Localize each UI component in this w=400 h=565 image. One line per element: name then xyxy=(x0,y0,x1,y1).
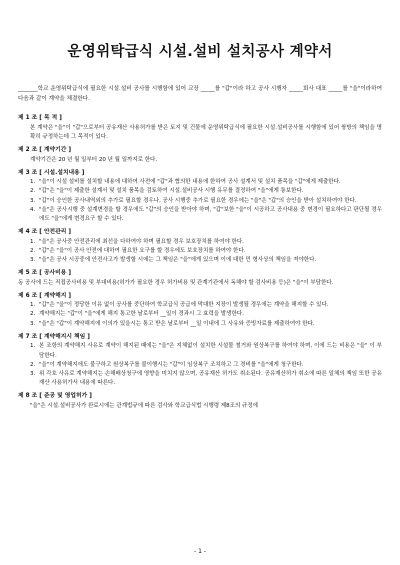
item-number: 2. xyxy=(30,361,36,368)
article-item xyxy=(18,247,382,256)
item-text: "갑"이 승인한 공사내역외의 추가로 필요할 경우나, 공사 시행중 추가로 필요한 경우에는 "을"은 "갑"의 승인을 받아 설치하여야 한다. xyxy=(39,197,357,204)
article-title: 제 4 조 [ 안전관리 ] xyxy=(18,229,72,236)
article-item xyxy=(18,310,382,319)
item-number: 2. xyxy=(30,247,36,254)
item-text: 본 조항의 계약해지 사유로 계약이 해지된 때에는 "을"은 지체없이 설치한 시설물 철거와 원상복구를 하여야 하며, 이에 드는 비용은 "을" 이 부담한다. xyxy=(39,343,382,359)
item-number: 3. xyxy=(30,197,36,204)
article-paragraph: 동 공사에 드는 직접공사비용 및 부대비용(허가가 필요한 경우 허가비용 및 관계기관에서 독해야 할 검사비용 등)은 "을"이 부담한다. xyxy=(18,279,334,286)
article-title: 제 6 조 [ 계약해지 ] xyxy=(18,292,72,299)
item-number: 2. xyxy=(30,188,36,195)
article-title: 제 5 조 [ 공사비용 ] xyxy=(18,270,72,277)
item-number: 1. xyxy=(30,179,36,186)
article-2 xyxy=(18,146,382,165)
item-number: 1. xyxy=(30,302,36,309)
article-item xyxy=(18,361,382,370)
item-number: 4. xyxy=(30,206,36,213)
contract-body xyxy=(18,84,382,415)
article-item xyxy=(18,206,382,224)
article-title: 제 3 조 [ 시설.설치내용 ] xyxy=(18,169,85,176)
item-text: "갑"은 "을"이 정당한 이유 없이 공사를 중단하여 학교급식 공급에 막대한 지장이 발생될 경우에는 계약을 해지할 수 있다. xyxy=(39,302,329,309)
item-text: "을"이 시설 설비를 설치할 내용에 대하여 사전에 "갑"과 협의한 내용에 한하여 공사 설계서 및 설치 품목을 "갑"에게 제출한다. xyxy=(39,179,341,186)
item-text: "을"은 공사시행 중 설계변경을 할 경우에도 "갑"의 승인을 받아야 하며, "갑"보한 "을"이 시공하고 공사내용 중 변경이 필요하다고 판단될 경우에도 "을"에게 변경요구 할 수 있다. xyxy=(39,206,382,223)
item-text: 계약해지는 "갑"이 "을"에게 해지 통고한 날로부터 __일이 경과시 그 효력을 발생한다. xyxy=(39,311,244,318)
article-4 xyxy=(18,228,382,265)
article-item xyxy=(18,301,382,310)
article-item xyxy=(18,178,382,187)
article-6 xyxy=(18,292,382,329)
article-title: 제 2 조 [ 계약기간 ] xyxy=(18,147,72,154)
article-title: 제 1 조 [ 목 적 ] xyxy=(18,115,62,122)
item-number: 3. xyxy=(30,257,36,264)
item-text: "을"이 계약해지에도 불구하고 원상복구를 불이행시는 "갑"이 임상복구 조치하고 그 경비를 "을"에게 청구한다. xyxy=(39,361,304,368)
article-3 xyxy=(18,169,382,224)
article-paragraph: 본 계약은 "을"이 "갑"으로부터 공유재산 사용허가를 받은 토지 및 건물에 운영위탁급식에 필요한 시설.설비공사를 시행함에 있어 쌍방의 책임을 명확히 규정하는데 그 목적이 있다. xyxy=(30,124,382,141)
article-paragraph: 계약기간은 20 년 월 일부터 20 년 월 일까지로 한다. xyxy=(30,156,158,163)
item-text: "갑"은 "을"이 공사 안전에 대하여 필요한 요구를 할 경우에도 보호장치를 하여야 한다. xyxy=(39,247,246,254)
document-title: 운영위탁급식 시설.설비 설치공사 계약서 xyxy=(67,44,333,60)
item-text: "을"은 공사 시공중에 안전사고가 발생할 시에는 그 책임은 "을"에게 있으며 이에 대한 민 형사상의 책임을 져야한다. xyxy=(39,257,317,264)
article-item xyxy=(18,320,382,329)
page-number: - 1 - xyxy=(194,548,206,555)
intro-paragraph: _______학교 운영위탁급식에 필요한 시설.설비 공사를 시행함에 있어 교장 _____를 "갑"이라 하고 공사 시행자 _____회사 대표 _____를 "을"이라하여 다음과 같이 계약을 체결한다. xyxy=(18,86,382,103)
article-title: 제 7 조 [ 계약해지시 책임 ] xyxy=(18,333,90,340)
article-5 xyxy=(18,269,382,288)
article-7 xyxy=(18,333,382,388)
article-item xyxy=(18,370,382,388)
article-1 xyxy=(18,114,382,142)
article-8 xyxy=(18,392,382,411)
item-text: "갑"은 "을"이 제출한 설계서 및 설치 품목을 검토하여 시설.설비공사 시행 유무를 결정하여 "을"에게 통보한다. xyxy=(39,188,304,195)
item-text: 위 각호 사유로 계약해지는 손해배상청구에 영향을 미치지 않으며, 공유재산 허가도 취소된다. 공유재산허가 취소에 따른 일체의 책임 또한 공유재산 사용허가서 내용에 따른다. xyxy=(39,370,382,387)
article-paragraph: "을"은 시설.설비공사가 완료시에는 관계법규에 따른 검사와 학교급식법 시행령 제8조의 규정에 xyxy=(30,402,258,409)
item-text: "을"은 "갑"이 계약해지에 이의가 있을시는 통고 받은 날로부터 __일 이내에 그 사유와 증빙자료를 제출하여야 한다. xyxy=(39,320,315,327)
article-item xyxy=(18,238,382,247)
item-number: 2. xyxy=(30,311,36,318)
item-number: 1. xyxy=(30,343,36,350)
article-item xyxy=(18,187,382,196)
item-number: 3. xyxy=(30,370,36,377)
item-number: 1. xyxy=(30,238,36,245)
item-text: "을"은 공사중 안전관리에 최선을 다하여야 하며 필요할 경우 보호장치를 하여야 한다. xyxy=(39,238,244,245)
article-title: 제 8 조 [ 준공 및 영업허가 ] xyxy=(18,393,92,400)
item-number: 3. xyxy=(30,320,36,327)
article-item xyxy=(18,197,382,206)
article-item xyxy=(18,342,382,360)
article-item xyxy=(18,256,382,265)
